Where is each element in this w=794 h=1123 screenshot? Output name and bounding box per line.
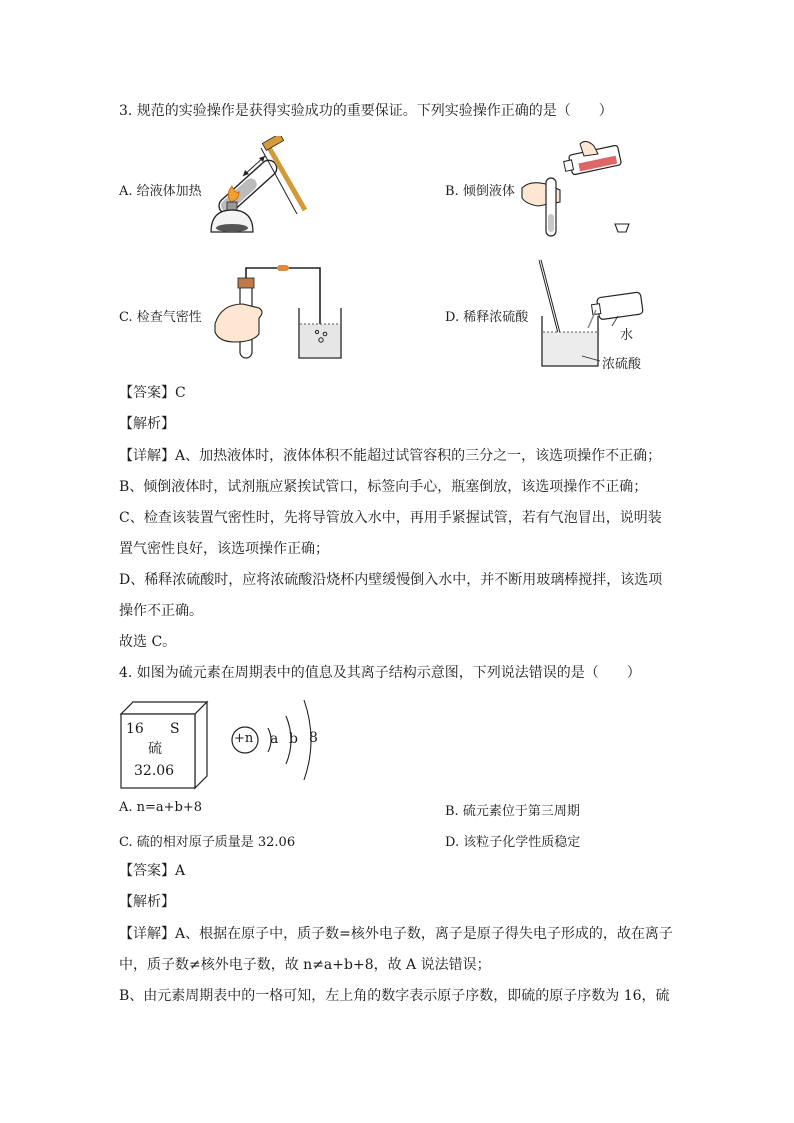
q4-option-a: A. n=a+b+8 [119,800,203,815]
q4-explain-line: B、由元素周期表中的一格可知，左上角的数字表示原子序数，即硫的原子序数为 16，硫 [119,988,670,1004]
q3-figure-d-diluting-acid [536,256,666,372]
q3-explain-line: B、倾倒液体时，试剂瓶应紧挨试管口，标签向手心，瓶塞倒放，该选项操作不正确； [119,479,648,495]
q3-option-d: D. 稀释浓硫酸 [445,310,529,325]
element-atomic-number: 16 [126,721,144,737]
q3-explain-line: 操作不正确。 [119,603,203,619]
q4-stem: 4. 如图为硫元素在周期表中的值息及其离子结构示意图，下列说法错误的是（ ） [119,665,641,681]
q3-figure-a-heating-liquid [205,136,320,246]
q3-figure-c-airtightness-check [213,262,353,362]
q3-option-c: C. 检查气密性 [119,310,202,325]
q3-conclusion: 故选 C。 [119,634,177,650]
q3-explain-line: C、检查该装置气密性时，先将导管放入水中，再用手紧握试管，若有气泡冒出，说明装 [119,510,662,526]
element-atomic-mass: 32.06 [134,763,175,779]
ion-shell-2: b [289,731,298,747]
element-name: 硫 [148,741,162,757]
q4-explain-line: 【详解】A、根据在原子中，质子数=核外电子数，离子是原子得失电子形成的，故在离子 [119,926,673,942]
ion-shell-3: 8 [309,730,318,746]
label-water: 水 [620,328,634,343]
q4-option-c: C. 硫的相对原子质量是 32.06 [119,835,296,850]
q4-answer: 【答案】A [119,863,186,879]
ion-nucleus-charge: +n [234,731,254,746]
q4-option-d: D. 该粒子化学性质稳定 [445,835,581,850]
q3-figure-b-pouring-liquid [520,140,635,240]
ion-shell-1: a [270,731,279,747]
q4-analysis-title: 【解析】 [119,894,175,910]
q4-option-b: B. 硫元素位于第三周期 [445,804,580,819]
q3-answer: 【答案】C [119,385,186,401]
q3-explain-line: D、稀释浓硫酸时，应将浓硫酸沿烧杯内壁缓慢倒入水中，并不断用玻璃棒搅拌，该选项 [119,572,663,588]
q3-explain-line: 置气密性良好，该选项操作正确； [119,541,329,557]
q3-option-a: A. 给液体加热 [119,184,202,199]
q3-option-b: B. 倾倒液体 [445,184,515,199]
element-symbol: S [170,721,180,737]
q4-explain-line: 中，质子数≠核外电子数，故 n≠a+b+8，故 A 说法错误； [119,957,491,973]
q3-explain-line: 【详解】A、加热液体时，液体体积不能超过试管容积的三分之一，该选项操作不正确； [119,448,662,464]
q3-analysis-title: 【解析】 [119,416,175,432]
label-concentrated-acid: 浓硫酸 [602,357,642,372]
q3-stem: 3. 规范的实验操作是获得实验成功的重要保证。下列实验操作正确的是（ ） [119,103,613,119]
